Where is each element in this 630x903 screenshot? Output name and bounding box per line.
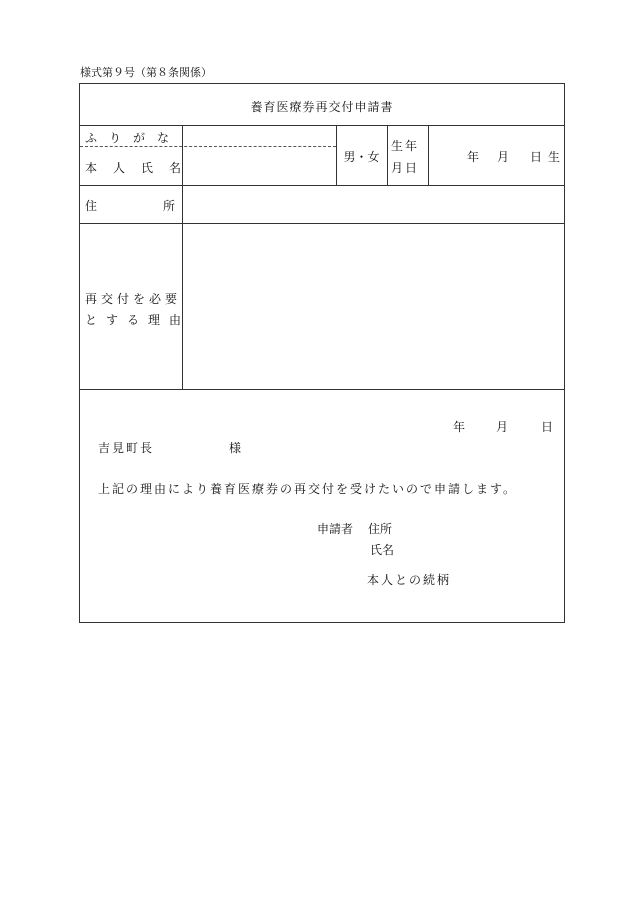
name-row-rule bbox=[80, 185, 564, 186]
reason-field[interactable] bbox=[184, 225, 562, 387]
birth-label-right-rule bbox=[428, 125, 429, 185]
name-field[interactable] bbox=[184, 148, 334, 184]
address-label-second: 所 bbox=[162, 199, 175, 213]
address-label-first: 住 bbox=[85, 199, 98, 213]
birth-label-line2: 月日 bbox=[391, 161, 420, 175]
sex-selector[interactable]: 男・女 bbox=[343, 150, 380, 164]
furigana-field[interactable] bbox=[184, 127, 334, 145]
honorific: 様 bbox=[229, 441, 242, 455]
reason-label-line1: 再交付を必要 bbox=[85, 292, 182, 306]
application-year-label: 年 bbox=[453, 420, 466, 434]
application-form-frame bbox=[79, 83, 565, 623]
addressee: 吉見町長 bbox=[98, 441, 155, 455]
birth-day-label: 日生 bbox=[530, 150, 567, 164]
name-label bbox=[85, 159, 198, 176]
title-row-rule bbox=[80, 125, 564, 126]
applicant-name-label: 氏名 bbox=[370, 543, 395, 557]
application-month-label: 月 bbox=[496, 420, 509, 434]
applicant-address-label: 住所 bbox=[368, 522, 393, 536]
birth-month-label: 月 bbox=[497, 150, 510, 164]
address-field[interactable] bbox=[184, 187, 562, 221]
applicant-label: 申請者 bbox=[317, 522, 354, 536]
birth-label-line1: 生年 bbox=[391, 139, 420, 153]
birth-year-label: 年 bbox=[467, 150, 480, 164]
furigana-label-text: ふりがな bbox=[85, 131, 182, 145]
statement-text: 上記の理由により養育医療券の再交付を受けたいので申請します。 bbox=[98, 482, 518, 496]
address-label bbox=[85, 197, 175, 214]
sex-right-rule bbox=[387, 125, 388, 185]
reason-row-rule bbox=[80, 389, 564, 390]
name-label-text: 本人氏名 bbox=[85, 161, 198, 175]
form-title: 養育医療券再交付申請書 bbox=[250, 100, 394, 114]
furigana-label bbox=[85, 129, 182, 146]
form-number-label: 様式第９号（第８条関係） bbox=[80, 66, 212, 79]
furigana-dashed-rule bbox=[80, 146, 336, 147]
relationship-label: 本人との続柄 bbox=[367, 573, 452, 587]
application-day-label: 日 bbox=[541, 420, 554, 434]
reason-label-line2: とする理由 bbox=[85, 313, 191, 327]
address-row-rule bbox=[80, 223, 564, 224]
